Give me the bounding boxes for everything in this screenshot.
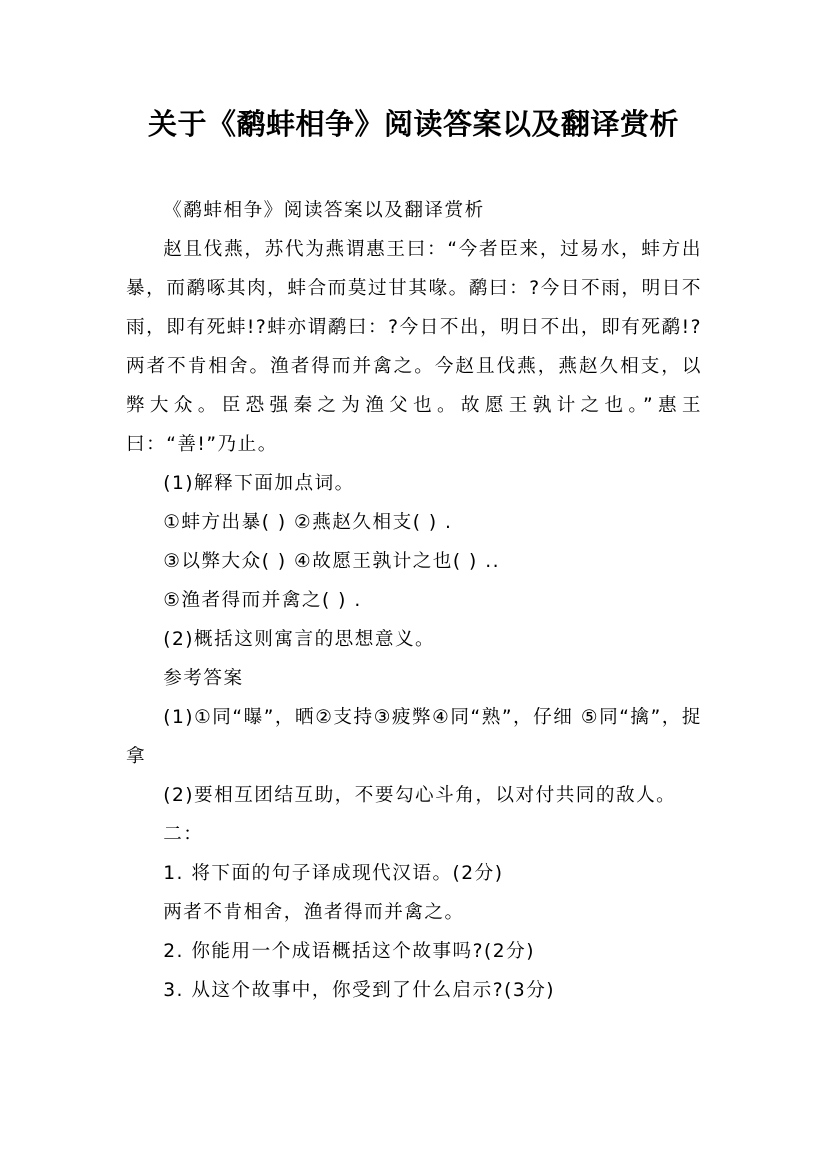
question-2-prompt: (2)概括这则寓言的思想意义。: [163, 629, 436, 650]
document-body: [126, 191, 702, 1010]
question-1-items-b: ③以弊大众( ) ④故愿王孰计之也( ) ..: [163, 551, 501, 572]
answer-2-paragraph: (2)要相互团结互助，不要勾心斗角，以对付共同的敌人。: [163, 785, 677, 806]
section-two-quote: 两者不肯相舍，渔者得而并禽之。: [163, 902, 465, 923]
answer-heading: 参考答案: [163, 668, 244, 689]
question-1-items-c: ⑤渔者得而并禽之( ) .: [163, 590, 362, 611]
section-two-heading: 二：: [163, 824, 204, 845]
document-title: 关于《鹬蚌相争》阅读答案以及翻译赏析: [147, 107, 679, 141]
section-two-question-3: 3. 从这个故事中，你受到了什么启示?(3分): [163, 980, 556, 1001]
classical-passage-paragraph: 赵且伐燕，苏代为燕谓惠王曰：“今者臣来，过易水，蚌方出暴，而鹬啄其肉，蚌合而莫过甘其喙。鹬曰：?今日不雨，明日不雨，即有死蚌!?蚌亦谓鹬曰：?今日不出，明日不出，即有死鹬!?两者不肯相舍。渔者得而并禽之。今赵且伐燕，燕赵久相支，以弊大众。臣恐强秦之为渔父也。故愿王孰计之也。”惠王曰：“善!”乃止。: [126, 239, 702, 455]
question-1-prompt: (1)解释下面加点词。: [163, 473, 355, 494]
section-two-question-2: 2. 你能用一个成语概括这个故事吗?(2分): [163, 941, 535, 962]
answer-1-paragraph: (1)①同“曝”，晒②支持③疲弊④同“熟”，仔细 ⑤同“擒”，捉拿: [126, 707, 702, 767]
section-two-question-1: 1. 将下面的句子译成现代汉语。(2分): [163, 863, 504, 884]
question-1-items-a: ①蚌方出暴( ) ②燕赵久相支( ) .: [163, 512, 453, 533]
subtitle-paragraph: 《鹬蚌相争》阅读答案以及翻译赏析: [163, 200, 485, 221]
